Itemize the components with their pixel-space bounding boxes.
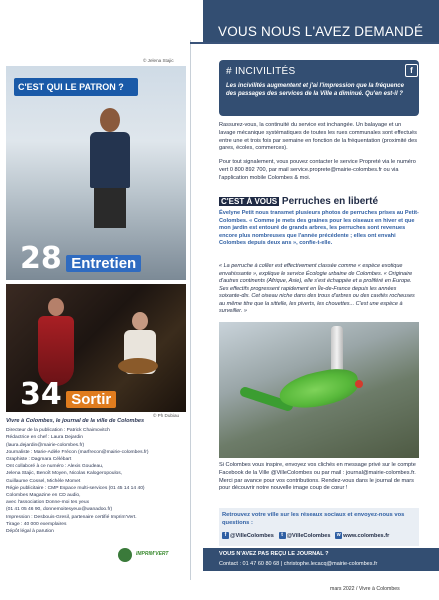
colophon-line: Impression : Desbouis-Gresil, partenaire certifié Imprim'Vert. — [6, 514, 137, 520]
social-links — [222, 532, 416, 539]
paper-logo-icon — [118, 548, 132, 562]
perruches-kicker: C'EST À VOUS — [221, 197, 278, 206]
colophon-line: Rédactrice en chef : Laura Dejardin — [6, 435, 83, 441]
social-facebook-link[interactable]: @VilleColombes — [230, 532, 274, 539]
facebook-icon: f — [222, 532, 229, 539]
colophon-line: avec l'association Donne-moi tes yeux — [6, 500, 90, 506]
colophon-line: (laura.dejardin@mairie-colombes.fr) — [6, 442, 85, 448]
feature-34-tag[interactable]: Sortir — [66, 391, 116, 408]
feature-34-label — [20, 377, 116, 412]
incivilites-answer-2: Pour tout signalement, vous pouvez contacter le service Propreté via le numéro vert 0 800 892 700, par mail service.proprete@mairie-colombes.fr ou via l'application mobile Colombes & moi. — [219, 159, 416, 181]
contribution-text: Si Colombes vous inspire, envoyez vos clichés en message privé sur le compte Facebook de la Ville @VilleColombes ou par mail : journal@mairie-colombes.fr. Merci par avance pour vos contributions. Rendez-vous dans le journal de mars pour découvrir notre nouvelle image coup de cœur ! — [219, 462, 416, 492]
column-divider — [190, 40, 191, 580]
section-title: VOUS NOUS L'AVEZ DEMANDÉ — [218, 24, 424, 39]
colophon-line: Régie publicitaire : CMP Espace multi-services (01 45 14 14 40) — [6, 485, 145, 491]
twitter-icon: t — [279, 532, 286, 539]
person-figure — [86, 108, 134, 228]
colophon-line: Dépôt légal à parution — [6, 529, 54, 535]
office-sign: C'EST QUI LE PATRON ? — [14, 78, 138, 96]
banner-rule — [190, 42, 439, 44]
photo-credit-top: © Jelena Stajic — [143, 58, 174, 63]
incivilites-answer-1: Rassurez-vous, la continuité du service est inchangée. Un balayage et un lavage mécanique systématiques de toutes les rues communales sont effectués entre une et trois fois par semaine en fonction de la fréquentation (proximité des gares, écoles, commerces). — [219, 122, 418, 152]
colophon-line: Journaliste : Marie-Adèle Frécon (marfrecon@mairie-colombes.fr) — [6, 449, 149, 455]
guitarist-figure — [118, 312, 162, 402]
colophon-line: Directeur de la publication : Patrick Chaimovitch — [6, 428, 110, 434]
perruches-body: « La perruche à collier est effectivement classée comme « espèce exotique envahissante », explique le service Écologie urbaine de Colombes. « Originaire d'autres continents (Afrique, Asie), elle s'est échappée et a proliféré en Europe. Ses effectifs progressent rapidement en Île-de-France depuis les années soixante-dix. Cet oiseau niche dans des trous d'arbres ou des cavités rocheuses au même titre que la sittelle, les piverts, les chouettes... C'est une espèce à surveiller. » — [219, 263, 415, 314]
feature-28-label — [20, 241, 141, 276]
incivilites-question: Les incivilités augmentent et j'ai l'impression que la fréquence des passages des services de la Ville a diminué. Qu'en est-il ? — [226, 83, 404, 98]
social-title: Retrouvez votre ville sur les réseaux sociaux et envoyez-nous vos questions : — [222, 512, 405, 526]
photo-credit-bottom: © Ph Dubiau — [153, 413, 180, 418]
colophon — [6, 418, 186, 535]
imprim-vert-logo: IMPRIM'VERT — [136, 551, 169, 557]
social-web-link[interactable]: www.colombes.fr — [343, 532, 390, 539]
journal-title: VOUS N'AVEZ PAS REÇU LE JOURNAL ? — [219, 551, 329, 557]
colophon-line: Graphiste : Dagmara Célébart — [6, 457, 72, 463]
perruches-intro: Évelyne Petit nous transmet plusieurs photos de perruches prises au Petit-Colombes. « Comme je mets des graines pour les oiseaux en hiver et que mon jardin est entouré de grands arbres, les perruches sont revenues encore plus nombreuses que l'année précédente ; elles ont envahi Colombes depuis deux ans », confie-t-elle. — [219, 210, 419, 247]
parakeet-beak — [355, 380, 363, 388]
journal-contact[interactable]: Contact : 01 47 60 80 68 | christophe.lecacq@mairie-colombes.fr — [219, 561, 378, 567]
colophon-line: Tirage : 40 000 exemplaires — [6, 521, 67, 527]
social-twitter-link[interactable]: @VilleColombes — [286, 532, 331, 539]
feature-34-number: 34 — [20, 377, 62, 412]
perruches-heading — [219, 196, 378, 207]
parakeet-photo[interactable] — [219, 322, 419, 458]
incivilites-title: # INCIVILITÉS — [226, 66, 296, 77]
colophon-line: Ont collaboré à ce numéro : Alexis Goudeau, — [6, 464, 104, 470]
facebook-icon[interactable]: f — [405, 64, 418, 77]
perruches-title: Perruches en liberté — [281, 196, 379, 207]
entretien-photo[interactable] — [6, 66, 186, 280]
feature-28-number: 28 — [20, 241, 62, 276]
colophon-line: Guillaume Cossel, Michèle Momet — [6, 478, 81, 484]
colophon-line: Jelena Stajic, Benoît Moyen, Nicolas Kalogeropoulos, — [6, 471, 123, 477]
colophon-title: Vivre à Colombes, le journal de la ville de Colombes — [6, 418, 145, 424]
sortir-photo[interactable] — [6, 284, 186, 412]
feature-28-tag[interactable]: Entretien — [66, 255, 141, 272]
colophon-line: Colombes Magazine en CD audio, — [6, 493, 81, 499]
colophon-line: (01 41 05 46 90, donnemoitesyeux@wanadoo.fr) — [6, 507, 113, 513]
web-icon: w — [336, 532, 341, 538]
page-footer: mars 2022 / Vivre à Colombes — [330, 586, 400, 592]
